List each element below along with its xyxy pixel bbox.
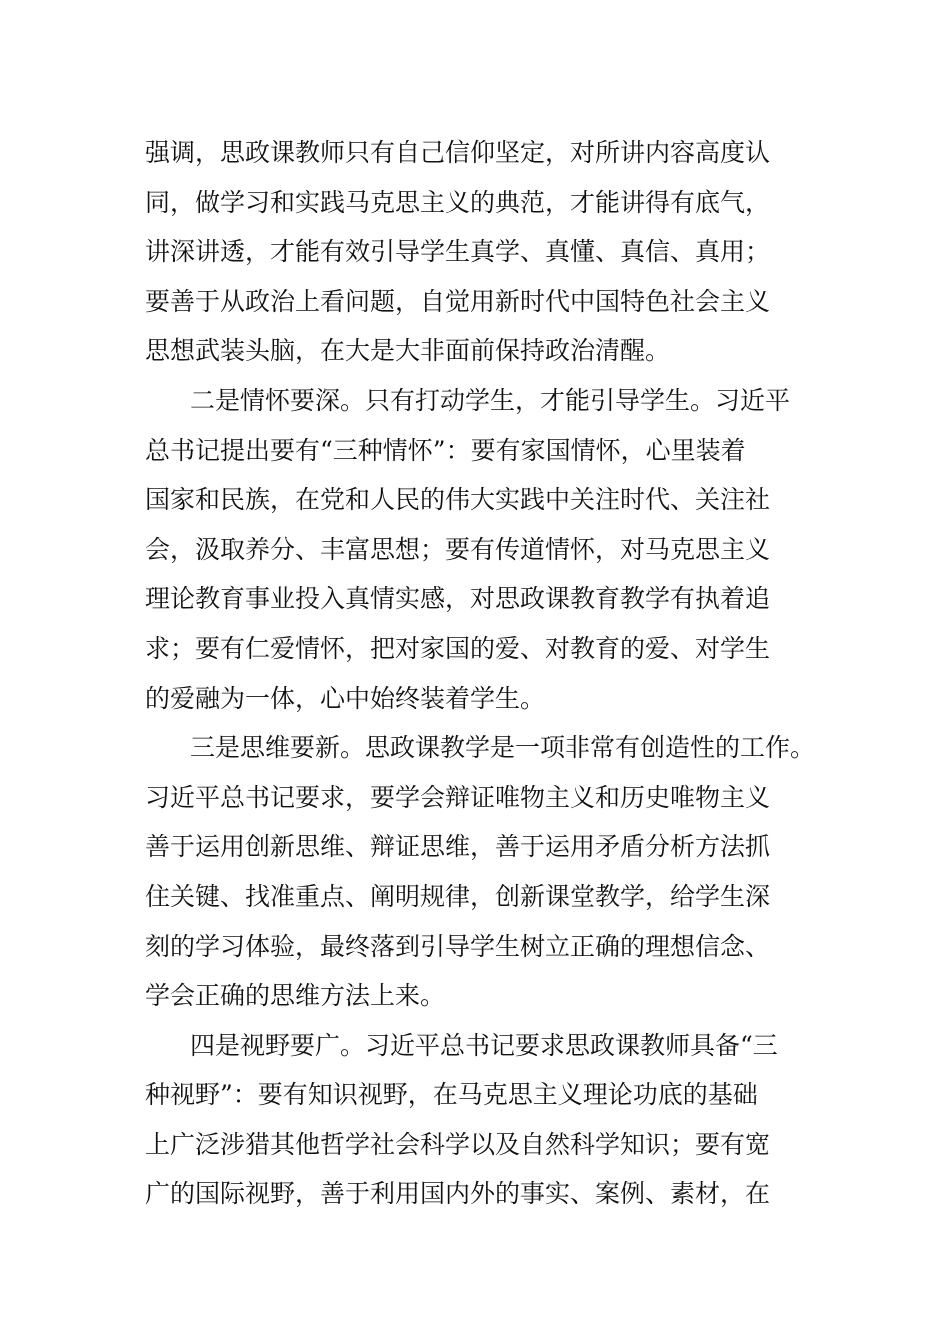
text-line: 讲深讲透，才能有效引导学生真学、真懂、真信、真用； — [145, 237, 771, 267]
text-line: 刻的学习体验，最终落到引导学生树立正确的理想信念、 — [145, 931, 771, 961]
paragraph-start-line: 四是视野要广。习近平总书记要求思政课教师具备“三 — [190, 1030, 778, 1060]
text-line: 住关键、找准重点、阐明规律，创新课堂教学，给学生深 — [145, 881, 771, 911]
text-line: 要善于从政治上看问题，自觉用新时代中国特色社会主义 — [145, 286, 771, 316]
text-line: 学会正确的思维方法上来。 — [145, 981, 446, 1011]
text-line: 的爱融为一体，心中始终装着学生。 — [145, 683, 546, 713]
text-line: 习近平总书记要求，要学会辩证唯物主义和历史唯物主义 — [145, 782, 771, 812]
text-line: 国家和民族，在党和人民的伟大实践中关注时代、关注社 — [145, 485, 771, 515]
text-line: 广的国际视野，善于利用国内外的事实、案例、素材，在 — [145, 1179, 771, 1209]
paragraph-start-line: 二是情怀要深。只有打动学生，才能引导学生。习近平 — [190, 385, 791, 415]
text-line: 总书记提出要有“三种情怀”：要有家国情怀，心里装着 — [145, 435, 746, 465]
text-line: 求；要有仁爱情怀，把对家国的爱、对教育的爱、对学生 — [145, 633, 771, 663]
paragraph-start-line: 三是思维要新。思政课教学是一项非常有创造性的工作。 — [190, 733, 816, 763]
text-line: 同，做学习和实践马克思主义的典范，才能讲得有底气， — [145, 187, 771, 217]
text-line: 种视野”：要有知识视野，在马克思主义理论功底的基础 — [145, 1080, 758, 1110]
text-line: 上广泛涉猎其他哲学社会科学以及自然科学知识；要有宽 — [145, 1129, 771, 1159]
text-line: 强调，思政课教师只有自己信仰坚定，对所讲内容高度认 — [145, 138, 771, 167]
text-line: 会，汲取养分、丰富思想；要有传道情怀，对马克思主义 — [145, 534, 771, 564]
document-body — [145, 128, 816, 1219]
text-line: 理论教育事业投入真情实感，对思政课教育教学有执着追 — [145, 584, 771, 614]
text-line: 思想武装头脑，在大是大非面前保持政治清醒。 — [145, 336, 671, 366]
text-line: 善于运用创新思维、辩证思维，善于运用矛盾分析方法抓 — [145, 832, 771, 862]
